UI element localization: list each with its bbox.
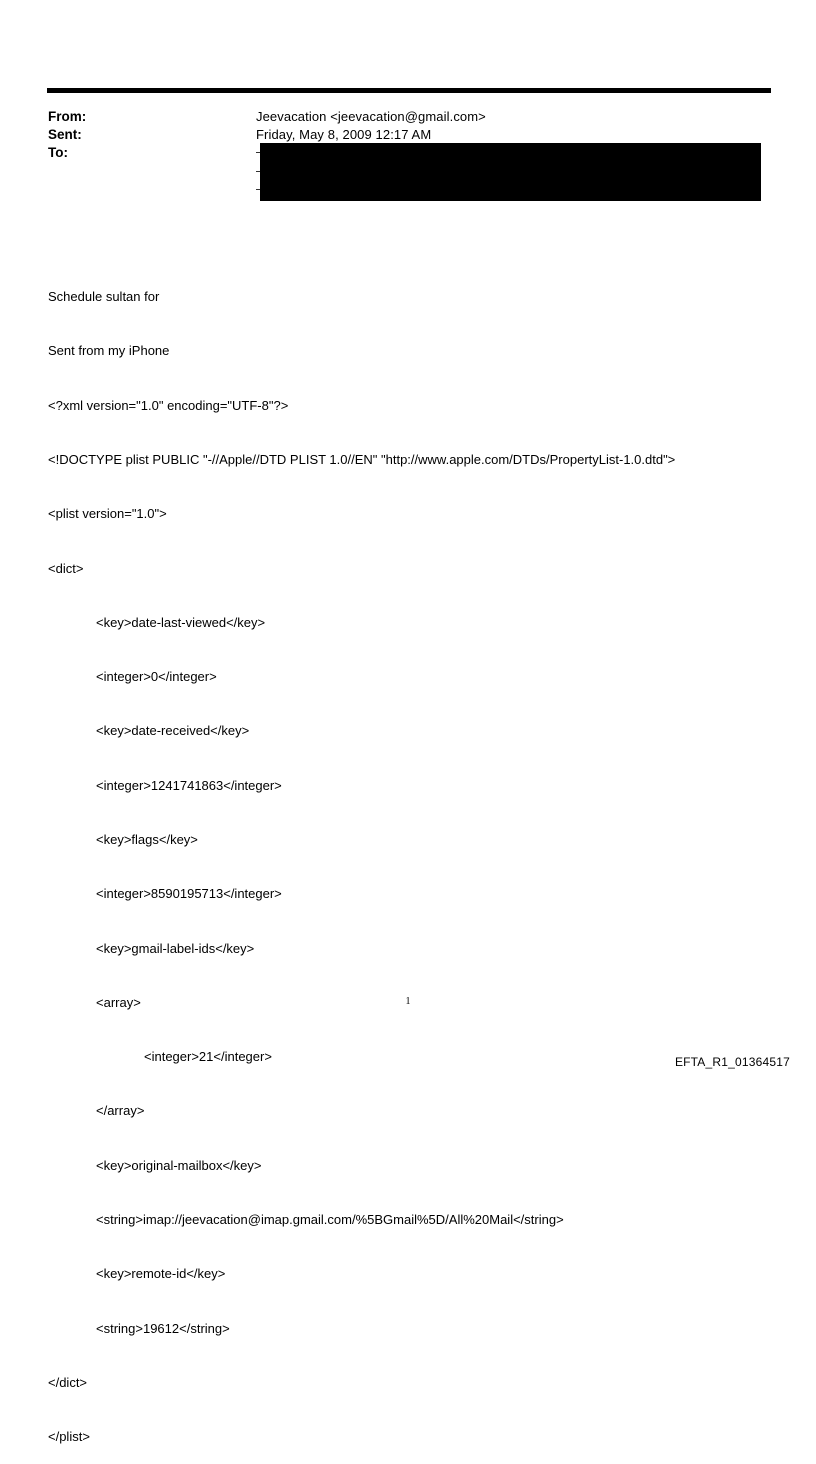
top-divider-rule: [47, 88, 771, 93]
bates-number: EFTA_R1_01364517: [674, 1055, 790, 1069]
body-line: <key>date-received</key>: [96, 723, 250, 739]
body-line: Schedule sultan for: [48, 289, 160, 305]
to-label: To:: [48, 145, 68, 160]
from-row: [48, 108, 768, 126]
body-line: <integer>8590195713</integer>: [96, 886, 282, 902]
body-line: Sent from my iPhone: [48, 343, 170, 359]
body-line: <key>flags</key>: [96, 832, 198, 847]
body-line: <integer>21</integer>: [144, 1049, 272, 1065]
redaction-edge-mark: [256, 171, 260, 172]
sent-row: [48, 126, 768, 144]
body-line: </plist>: [48, 1429, 90, 1445]
email-body: [48, 252, 788, 1464]
body-line: <array>: [96, 994, 141, 1010]
body-line: <integer>1241741863</integer>: [96, 777, 282, 793]
sent-value: Friday, May 8, 2009 12:17 AM: [256, 127, 432, 142]
page-number: 1: [405, 996, 411, 1007]
redaction-edge-mark: [256, 189, 260, 190]
body-line: <dict>: [48, 560, 84, 576]
body-line: </dict>: [48, 1374, 88, 1390]
sent-label: Sent:: [48, 127, 82, 142]
body-line: <string>19612</string>: [96, 1320, 230, 1336]
body-line: <key>original-mailbox</key>: [96, 1157, 262, 1173]
recipient-redaction-block: [260, 143, 761, 201]
body-line: <plist version="1.0">: [48, 506, 167, 522]
body-line: <?xml version="1.0" encoding="UTF-8"?>: [48, 397, 289, 413]
body-line: <key>remote-id</key>: [96, 1266, 226, 1282]
body-line: <integer>0</integer>: [96, 669, 217, 685]
body-line: <string>imap://jeevacation@imap.gmail.com/%5BGmail%5D/All%20Mail</string>: [96, 1211, 564, 1227]
redaction-edge-mark: [256, 152, 260, 153]
from-label: From:: [48, 109, 87, 124]
from-value: Jeevacation <jeevacation@gmail.com>: [256, 109, 486, 124]
body-line: <key>gmail-label-ids</key>: [96, 940, 255, 956]
body-line: </array>: [96, 1103, 145, 1119]
body-line: <key>date-last-viewed</key>: [96, 614, 266, 630]
body-line: <!DOCTYPE plist PUBLIC "-//Apple//DTD PLIST 1.0//EN" "http://www.apple.com/DTDs/PropertyList-1.0.dtd">: [48, 452, 676, 468]
